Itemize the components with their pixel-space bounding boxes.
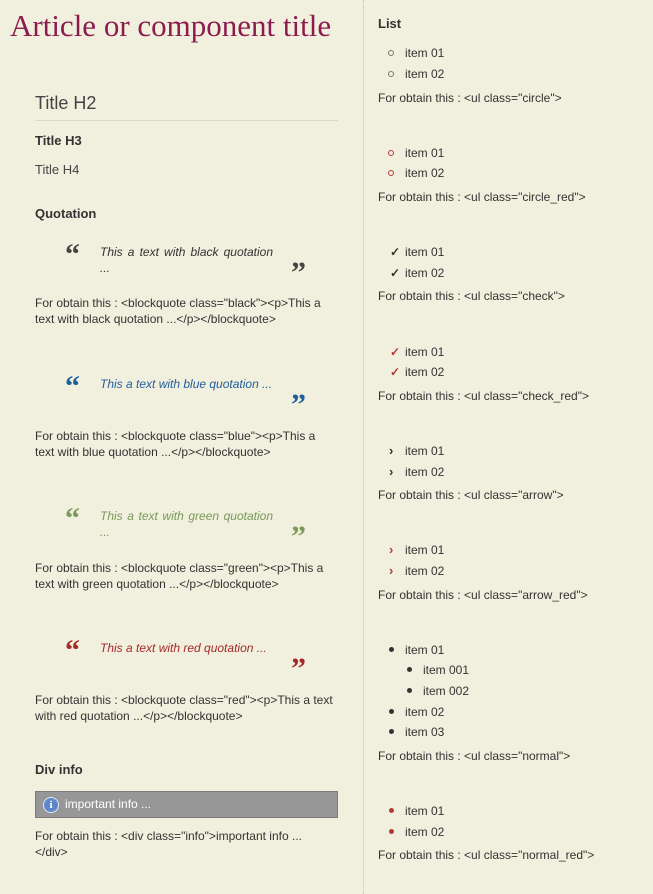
list-item-label: item 01 [405, 146, 445, 160]
info-box [35, 791, 338, 818]
quote-caption: For obtain this : <blockquote class="black"><p>This a text with black quotation ...</p></blockquote> [35, 296, 321, 326]
list-item-label: item 002 [423, 684, 470, 698]
list-item-label: item 01 [405, 643, 445, 657]
open-quote-icon: “ [65, 370, 80, 403]
circle-bullet-icon [388, 50, 394, 56]
info-icon: i [43, 797, 59, 813]
list-item-label: item 02 [405, 465, 445, 479]
list-caption: For obtain this : <ul class="normal"> [378, 749, 571, 763]
close-quote-icon: ” [291, 256, 306, 289]
blockquote-black [65, 238, 315, 289]
quote-text: This a text with red quotation ... [100, 641, 267, 655]
quotation-heading: Quotation [35, 206, 97, 221]
list-item-label: item 01 [405, 444, 445, 458]
list-caption: For obtain this : <ul class="circle_red"> [378, 190, 586, 204]
left-column [35, 90, 338, 859]
info-box-text: important info ... [65, 797, 152, 811]
list-item-label: item 02 [405, 166, 445, 180]
quote-text: This a text with blue quotation ... [100, 377, 273, 391]
list-caption: For obtain this : <ul class="normal_red"> [378, 848, 595, 862]
list-item-label: item 02 [405, 564, 445, 578]
list-caption: For obtain this : <ul class="arrow_red"> [378, 588, 588, 602]
chevron-right-icon: › [389, 563, 394, 578]
list-caption: For obtain this : <ul class="arrow"> [378, 488, 564, 502]
check-icon: ✓ [390, 365, 401, 379]
list-item-label: item 02 [405, 67, 445, 81]
title-h3: Title H3 [35, 133, 82, 148]
close-quote-icon: ” [291, 520, 306, 553]
list-item-label: item 02 [405, 365, 445, 379]
title-h4: Title H4 [35, 162, 80, 177]
bullet-icon [389, 829, 394, 834]
list-item-label: item 001 [423, 663, 470, 677]
list-item-label: item 01 [405, 245, 445, 259]
quote-text: This a text with black quotation ... [100, 245, 273, 275]
open-quote-icon: “ [65, 502, 80, 535]
circle-bullet-icon [388, 71, 394, 77]
bullet-icon [389, 647, 394, 652]
list-heading: List [378, 16, 402, 31]
bullet-icon [407, 667, 412, 672]
list-item-label: item 03 [405, 725, 445, 739]
list-item-label: item 02 [405, 705, 445, 719]
list-item-label: item 01 [405, 543, 445, 557]
list-item-label: item 01 [405, 804, 445, 818]
bullet-icon [389, 808, 394, 813]
quote-caption: For obtain this : <blockquote class="red"><p>This a text with red quotation ...</p></blockquote> [35, 693, 333, 723]
blockquote-green [65, 502, 315, 553]
blockquote-blue [65, 370, 315, 421]
check-icon: ✓ [390, 266, 401, 280]
chevron-right-icon: › [389, 464, 394, 479]
chevron-right-icon: › [389, 443, 394, 458]
open-quote-icon: “ [65, 634, 80, 667]
open-quote-icon: “ [65, 238, 80, 271]
title-h2: Title H2 [35, 90, 338, 121]
close-quote-icon: ” [291, 388, 306, 421]
bullet-icon [389, 729, 394, 734]
close-quote-icon: ” [291, 652, 306, 685]
list-caption: For obtain this : <ul class="check_red"> [378, 389, 589, 403]
circle-bullet-icon [388, 170, 394, 176]
check-icon: ✓ [390, 345, 401, 359]
list-caption: For obtain this : <ul class="circle"> [378, 91, 562, 105]
column-divider [363, 0, 364, 894]
blockquote-red [65, 634, 315, 685]
list-item-label: item 02 [405, 825, 445, 839]
list-item-label: item 02 [405, 266, 445, 280]
list-item-label: item 01 [405, 46, 445, 60]
quote-caption: For obtain this : <blockquote class="blue"><p>This a text with blue quotation ...</p></blockquote> [35, 429, 316, 459]
div-info-heading: Div info [35, 762, 83, 777]
bullet-icon [389, 709, 394, 714]
quote-text: This a text with green quotation ... [100, 509, 273, 539]
circle-bullet-icon [388, 150, 394, 156]
quote-caption: For obtain this : <blockquote class="green"><p>This a text with green quotation ...</p></blockquote> [35, 561, 324, 591]
bullet-icon [407, 688, 412, 693]
check-icon: ✓ [390, 245, 401, 259]
list-item-label: item 01 [405, 345, 445, 359]
article-title: Article or component title [10, 8, 332, 43]
chevron-right-icon: › [389, 542, 394, 557]
list-caption: For obtain this : <ul class="check"> [378, 289, 565, 303]
info-caption: For obtain this : <div class="info">important info ...</div> [35, 829, 302, 859]
